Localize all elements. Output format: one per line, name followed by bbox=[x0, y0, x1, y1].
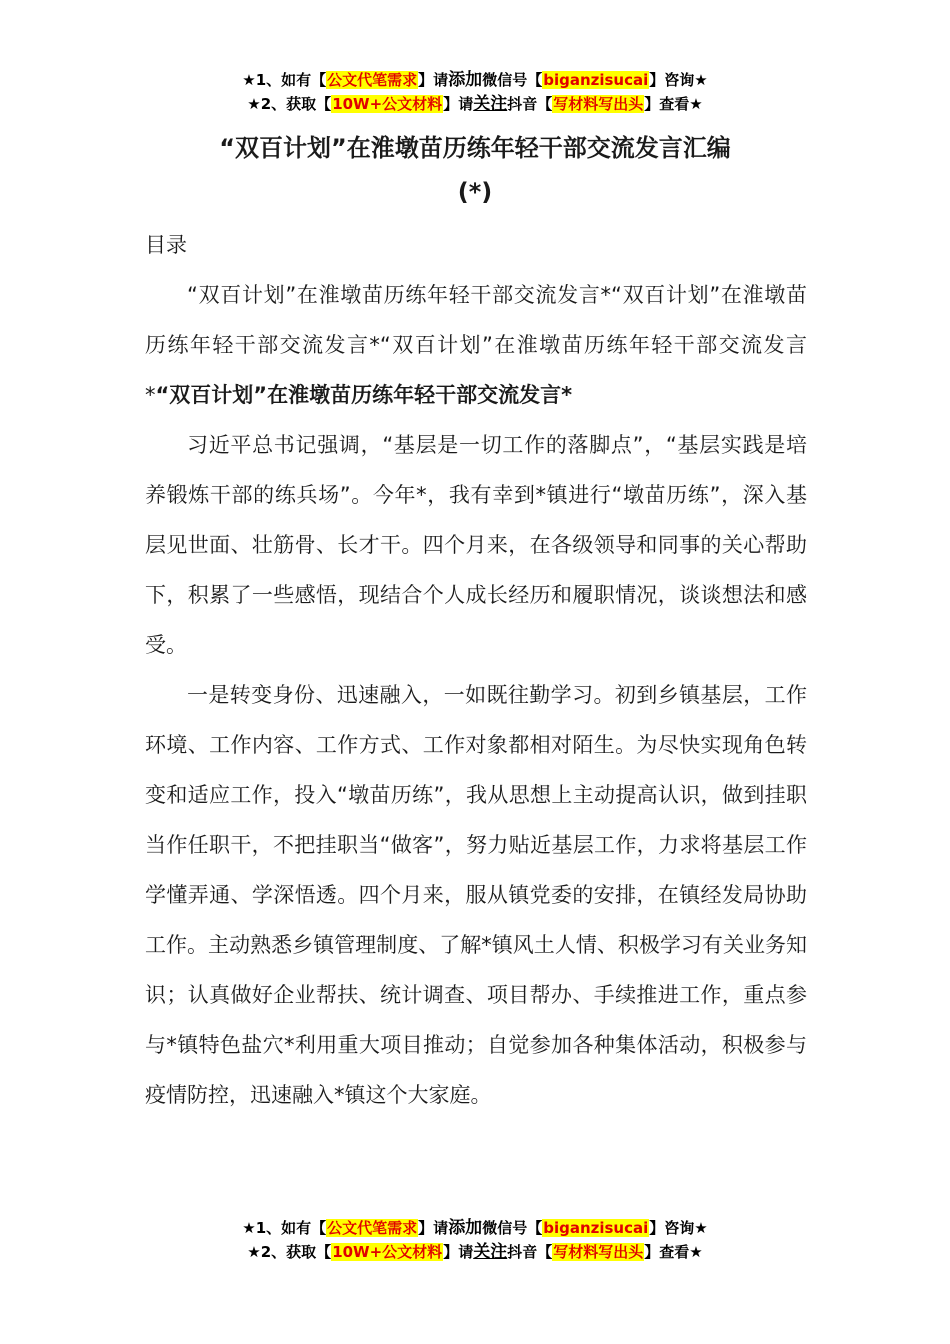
banner-emphasis: 关注 bbox=[473, 1242, 508, 1262]
banner-line-2 bbox=[0, 1240, 950, 1264]
banner-emphasis: 添加 bbox=[448, 1218, 483, 1238]
banner-text: 微信号【 bbox=[482, 71, 543, 89]
toc-bold-entry: “双百计划”在淮墩苗历练年轻干部交流发言* bbox=[155, 383, 573, 407]
toc-heading: 目录 bbox=[145, 233, 187, 257]
banner-highlight: biganzisucai bbox=[543, 1219, 649, 1237]
document-subtitle: (*) bbox=[457, 178, 493, 206]
banner-text: 】请 bbox=[443, 1243, 474, 1261]
banner-text: 】请 bbox=[443, 95, 474, 113]
toc-entries bbox=[145, 270, 807, 420]
banner-line-1 bbox=[0, 68, 950, 92]
banner-text: ★2、获取【 bbox=[247, 95, 332, 113]
banner-text: 微信号【 bbox=[482, 1219, 543, 1237]
banner-emphasis: 关注 bbox=[473, 94, 508, 114]
banner-text: 】请 bbox=[418, 71, 449, 89]
banner-highlight: 公文代笔需求 bbox=[327, 71, 418, 89]
banner-text: ★1、如有【 bbox=[242, 1219, 327, 1237]
paragraph-2: 一是转变身份、迅速融入，一如既往勤学习。初到乡镇基层，工作环境、工作内容、工作方式、工作对象都相对陌生。为尽快实现角色转变和适应工作，投入“墩苗历练”，我从思想上主动提高认识，做到挂职当作任职干，不把挂职当“做客”，努力贴近基层工作，力求将基层工作学懂弄通、学深悟透。四个月来，服从镇党委的安排，在镇经发局协助工作。主动熟悉乡镇管理制度、了解*镇风土人情、积极学习有关业务知识；认真做好企业帮扶、统计调查、项目帮办、手续推进工作，重点参与*镇特色盐穴*利用重大项目推动；自觉参加各种集体活动，积极参与疫情防控，迅速融入*镇这个大家庭。 bbox=[145, 683, 807, 1107]
banner-emphasis: 添加 bbox=[448, 70, 483, 90]
banner-text: 】查看★ bbox=[644, 95, 703, 113]
footer-banner bbox=[0, 1216, 950, 1264]
banner-highlight: 10W+公文材料 bbox=[332, 95, 443, 113]
banner-highlight: 10W+公文材料 bbox=[332, 1243, 443, 1261]
document-title: “双百计划”在淮墩苗历练年轻干部交流发言汇编 bbox=[219, 134, 731, 162]
banner-text: ★1、如有【 bbox=[242, 71, 327, 89]
banner-text: 抖音【 bbox=[507, 95, 553, 113]
banner-line-2 bbox=[0, 92, 950, 116]
banner-text: 】咨询★ bbox=[649, 1219, 708, 1237]
header-banner bbox=[0, 68, 950, 116]
banner-highlight: 写材料写出头 bbox=[553, 95, 644, 113]
banner-highlight: 写材料写出头 bbox=[553, 1243, 644, 1261]
banner-line-1 bbox=[0, 1216, 950, 1240]
toc-text: “双百计划”在淮墩苗历练年轻干部交流发言*“双百计划”在淮墩苗历练年轻干部交流发言*“双百计划”在淮墩苗历练年轻干部交流发言* bbox=[145, 283, 807, 407]
banner-text: 】请 bbox=[418, 1219, 449, 1237]
banner-text: 】咨询★ bbox=[649, 71, 708, 89]
banner-highlight: biganzisucai bbox=[543, 71, 649, 89]
document-body bbox=[145, 220, 807, 1120]
banner-text: ★2、获取【 bbox=[247, 1243, 332, 1261]
banner-text: 】查看★ bbox=[644, 1243, 703, 1261]
banner-highlight: 公文代笔需求 bbox=[327, 1219, 418, 1237]
paragraph-1: 习近平总书记强调，“基层是一切工作的落脚点”，“基层实践是培养锻炼干部的练兵场”。今年*，我有幸到*镇进行“墩苗历练”，深入基层见世面、壮筋骨、长才干。四个月来，在各级领导和同事的关心帮助下，积累了一些感悟，现结合个人成长经历和履职情况，谈谈想法和感受。 bbox=[145, 433, 807, 657]
banner-text: 抖音【 bbox=[507, 1243, 553, 1261]
